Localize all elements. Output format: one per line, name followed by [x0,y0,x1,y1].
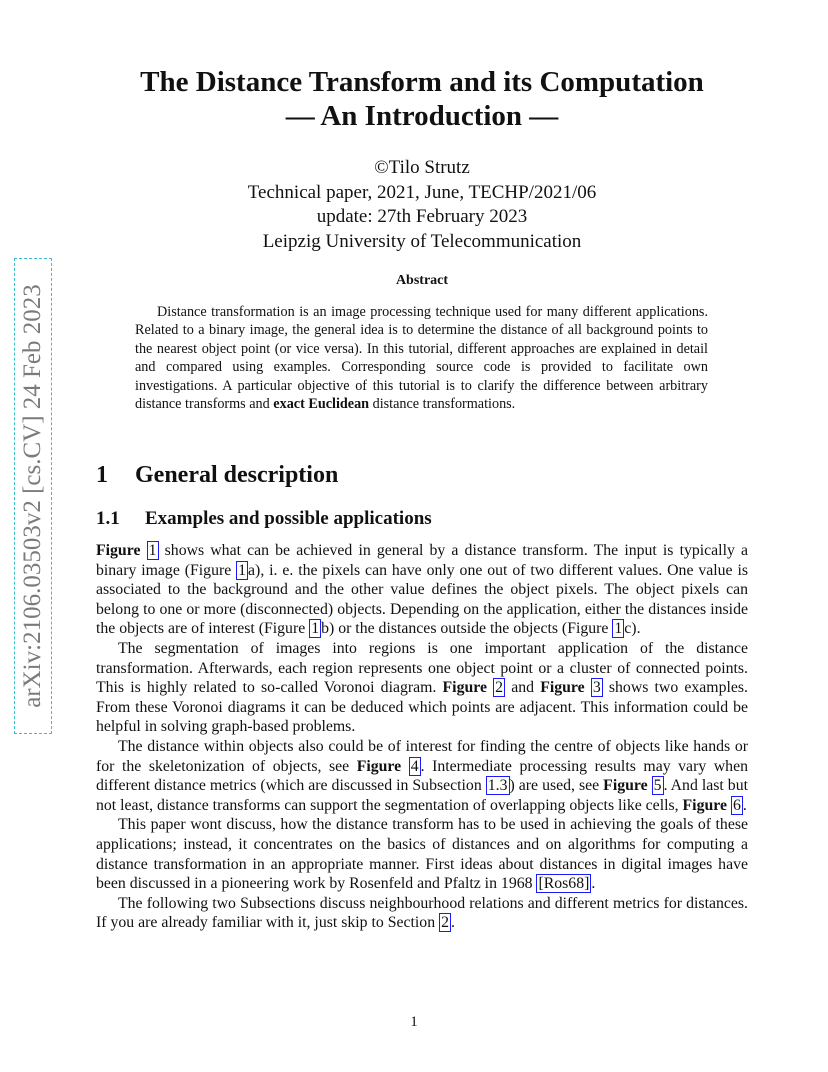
paper-title-line1: The Distance Transform and its Computation [140,66,704,98]
paragraph-text: shows what can be achieved in general by a distance transform. The input is typically a binary image (Figure [96,542,749,579]
paper-title-line2: — An Introduction — [285,100,559,132]
figure-1b-link[interactable]: 1 [311,620,320,638]
paragraph-3 [96,737,748,815]
page-number: 1 [410,1014,418,1030]
paragraph-text: c). [624,620,641,638]
paragraph-5 [96,894,748,933]
figure-word: Figure [356,757,402,775]
paragraph-1 [96,541,748,639]
paragraph-text: b) or the distances outside the objects (Figure [321,620,613,638]
report-info: Technical paper, 2021, June, TECHP/2021/06 [247,181,597,203]
abstract-heading: Abstract [395,273,449,288]
paragraph-text: ) are used, see [509,777,604,795]
citation-ros68-link[interactable]: [Ros68] [538,875,590,893]
section-number: 1 [96,462,108,488]
body-text [96,541,748,933]
paragraph-4 [96,815,748,893]
abstract-bold: exact Euclidean [273,396,370,413]
subsection-title: Examples and possible applications [145,508,432,529]
figure-1c-link[interactable]: 1 [614,620,623,638]
abstract-text-part1: Distance transformation is an image processing technique used for many different applications. Related to a binary image, the general idea is to determine the distance of all background points to the nearest object point (or vice versa). In this tutorial, different approaches are explained in detail and compared using examples. Corresponding source code is provided to facilitate own investigations. A particular objective of this tutorial is to clarify the difference between arbitrary distance transforms and [135,304,708,413]
figure-1a-link[interactable]: 1 [238,561,247,579]
figure-4-link[interactable]: 4 [410,757,419,775]
subsection-heading-1-1 [96,508,432,530]
figure-word: Figure [96,542,141,559]
paragraph-text: . And last but not least, distance transforms can support the segmentation of overlapping objects like cells, [96,777,748,814]
figure-1-link[interactable]: 1 [148,542,157,559]
figure-word: Figure [603,777,648,795]
paragraph-text: shows two examples. From these Voronoi diagrams it can be deduced which points are adjacent. This information could be helpful in solving graph-based problems. [96,679,748,736]
paragraph-text: . [450,914,455,932]
affiliation: Leipzig University of Telecommunication [262,230,582,252]
figure-word: Figure [682,796,727,814]
paragraph-text: . [591,875,596,893]
paragraph-text: The following two Subsections discuss neighbourhood relations and different metrics for distances. If you are already familiar with it, just skip to Section [96,894,748,932]
paragraph-text: This paper wont discuss, how the distance transform has to be used in achieving the goals of these applications; instead, it concentrates on the basics of distances and on algorithms for computing a distance transformation in an appropriate manner. First ideas about distances in digital images have been discussed in a pioneering work by Rosenfeld and Pfaltz in 1968 [96,816,748,893]
paragraph-text: . Intermediate processing results may vary when different distance metrics (which are discussed in Subsection [96,757,748,795]
section-2-link[interactable]: 2 [441,914,449,932]
arxiv-identifier[interactable]: arXiv:2106.03503v2 [cs.CV] 24 Feb 2023 [19,284,46,708]
figure-2-link[interactable]: 2 [495,679,504,697]
paragraph-2 [96,639,748,737]
subsection-number: 1.1 [96,508,120,529]
paragraph-text: and [505,679,541,697]
abstract-text-part2: distance transformations. [369,396,516,413]
figure-5-link[interactable]: 5 [653,777,662,795]
arxiv-stamp[interactable] [14,258,52,734]
paragraph-text: a), i. e. the pixels can have only one out of two different values. One value is associated to the background and the other value defines the object pixels. The object pixels can belong to one or more (disconnected) objects. Depending on the application, either the distances inside the objects are of interest (Figure [96,561,749,638]
paragraph-text: . [742,796,747,814]
abstract-text [135,303,708,413]
figure-word: Figure [442,679,487,697]
figure-3-link[interactable]: 3 [592,679,601,697]
figure-6-link[interactable]: 6 [732,796,741,814]
section-title: General description [135,462,339,488]
update-date: update: 27th February 2023 [316,206,528,227]
author: ©Tilo Strutz [374,157,470,178]
section-heading-1 [96,462,338,489]
paragraph-text: The distance within objects also could be of interest for finding the centre of objects like hands or for the skeletonization of objects, see [96,737,748,775]
paragraph-text: The segmentation of images into regions is one important application of the distance transformation. Afterwards, each region represents one object point or a cluster of connected points. This is highly related to so-called Voronoi diagram. [96,639,748,697]
figure-word: Figure [540,679,585,697]
subsection-1-3-link[interactable]: 1.3 [487,777,508,795]
author-block [60,156,784,254]
